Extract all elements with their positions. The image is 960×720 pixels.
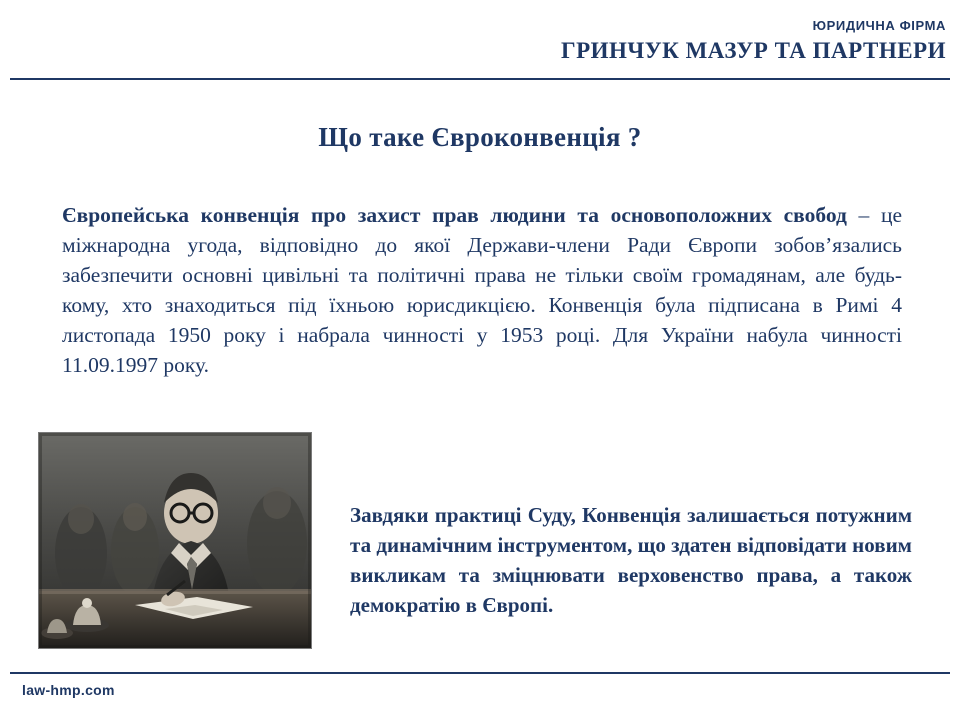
main-paragraph-lead: Європейська конвенція про захист прав людини та основоположних свобод	[62, 203, 847, 227]
slide-header	[0, 0, 960, 80]
footer-divider	[10, 672, 950, 674]
firm-name: ГРИНЧУК МАЗУР ТА ПАРТНЕРИ	[560, 38, 946, 63]
footer-website: law-hmp.com	[22, 682, 115, 698]
main-paragraph-rest: – це міжнародна угода, відповідно до якої Держави-члени Ради Європи зобов’язались забезпечити основні цивільні та політичні права не тільки своїм громадянам, але будь-кому, хто знаходиться під їхньою юрисдикцією. Конвенція була підписана в Римі 4 листопада 1950 року і набрала чинності у 1953 роцi. Для України набула чинності 11.09.1997 року.	[62, 203, 902, 377]
firm-branding	[561, 18, 946, 66]
page-title: Що таке Євроконвенція ?	[318, 122, 642, 152]
photo-illustration	[39, 433, 311, 648]
main-paragraph	[62, 200, 902, 380]
historic-signing-photo	[38, 432, 312, 649]
secondary-paragraph: Завдяки практиці Суду, Конвенція залишається потужним та динамічним інструментом, що здатен відповідати новим викликам та зміцнювати верховенство права, а також демократію в Європі.	[350, 503, 912, 617]
header-divider	[10, 78, 950, 80]
firm-kicker: ЮРИДИЧНА ФІРМА	[812, 18, 946, 33]
